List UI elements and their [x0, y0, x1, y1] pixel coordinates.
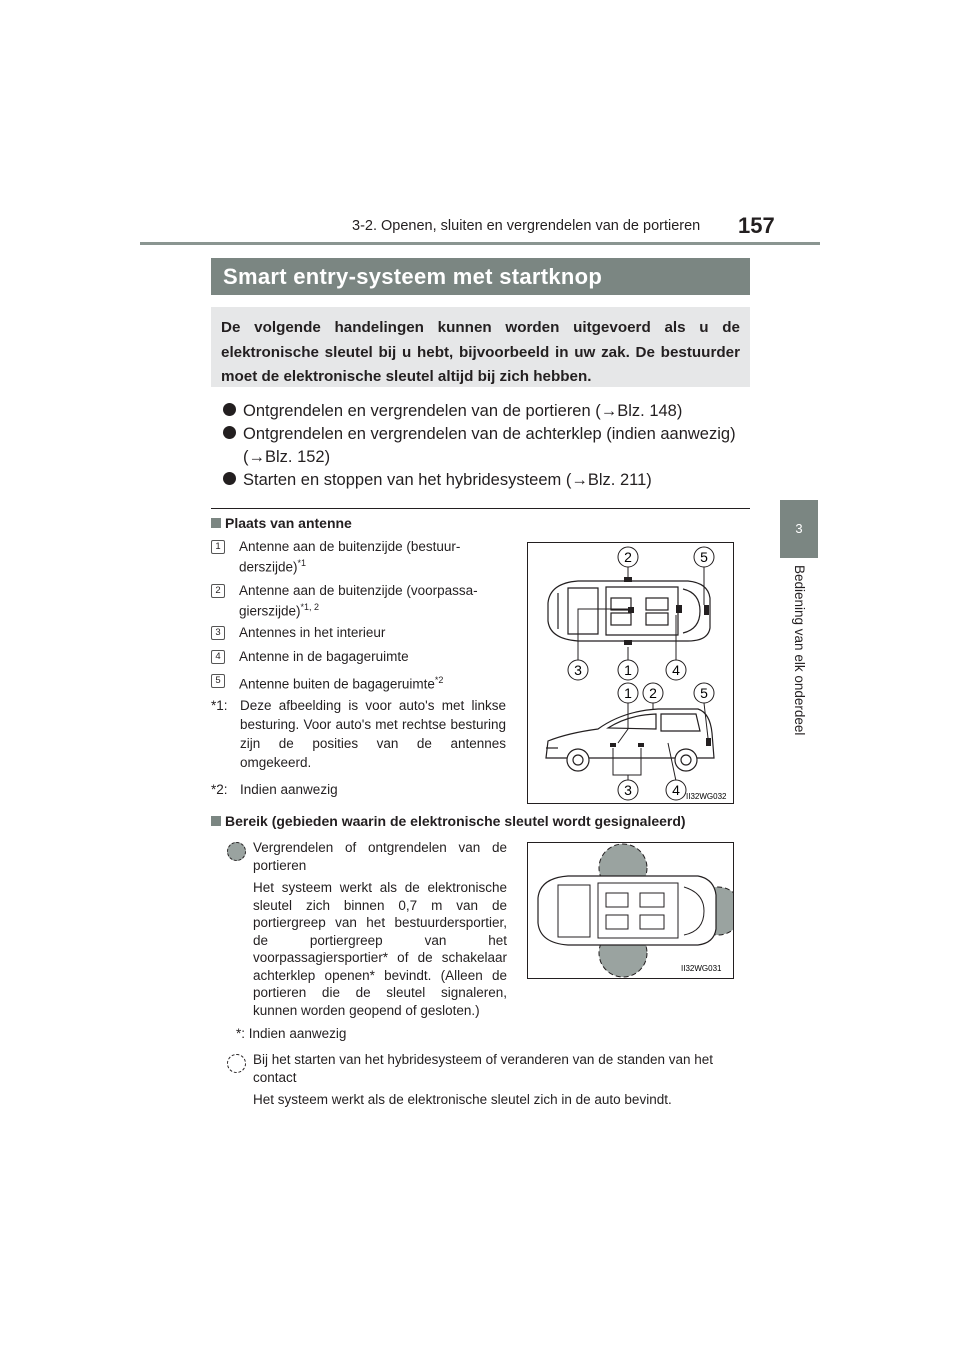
- callout-label: 1: [624, 662, 632, 678]
- antenna-mark: [706, 738, 711, 746]
- square-bullet-icon: [211, 816, 221, 826]
- antenna-mark: [624, 640, 632, 645]
- callout-label: 3: [624, 782, 632, 798]
- item-text: derszijde): [239, 559, 298, 575]
- footnote-text: Indien aanwezig: [240, 782, 338, 797]
- chapter-tab: 3: [780, 500, 818, 558]
- cabin-range-icon: [227, 1054, 246, 1073]
- bullet-text: Ontgrendelen en vergrendelen van de portieren (→Blz. 148): [243, 402, 683, 420]
- bullet-text: Ontgrendelen en vergrendelen van de achterklep (indien aanwezig): [243, 425, 736, 443]
- footnote-marker: *1:: [211, 698, 228, 713]
- square-bullet-icon: [211, 518, 221, 528]
- subheading-text: Bereik (gebieden waarin de elektronische sleutel wordt gesignaleerd): [225, 813, 686, 829]
- bullet-icon: [223, 403, 236, 416]
- callout-label: 4: [672, 782, 680, 798]
- bullet-text: Starten en stoppen van het hybridesysteem (→Blz. 211): [243, 471, 652, 489]
- footnote-text: Indien aanwezig: [248, 1026, 347, 1041]
- antenna-item-3: [211, 624, 506, 641]
- antenna-mark: [628, 607, 634, 613]
- figure-code: II32WG032: [686, 792, 727, 801]
- car-diagram-svg: [528, 543, 733, 803]
- antenna-mark: [676, 605, 682, 613]
- intro-box: De volgende handelingen kunnen worden uitgevoerd als u de elektronische sleutel bij u hebt, bijvoorbeeld in uw zak. De bestuurder moet de elektronische sleutel altijd bij zich hebben.: [211, 307, 750, 387]
- header-rule: [140, 242, 820, 245]
- antenna-mark: [704, 605, 709, 615]
- footnote-ref: *1, 2: [300, 602, 320, 612]
- callout-label: 2: [649, 685, 657, 701]
- callout-label: 1: [624, 685, 632, 701]
- entry-text: Het systeem werkt als de elektronische sleutel zich binnen 0,7 m van de portiergreep van het bestuurdersportier, de portiergreep van het voorpassagiersportier* of de schakelaar achterklep openen* bevindt. (Alleen de portieren die de sleutel signaleren, kunnen worden geopend of gesloten.): [253, 880, 507, 1018]
- separator: [211, 508, 750, 509]
- bullet-icon: [223, 472, 236, 485]
- number-icon: 5: [211, 674, 225, 688]
- item-text: Antennes in het interieur: [239, 625, 386, 640]
- subheading-antenna: [211, 515, 352, 531]
- antenna-item-4: [211, 648, 506, 665]
- number-icon: 4: [211, 650, 225, 664]
- car-top-view: [538, 876, 716, 945]
- footnote-marker: *2:: [211, 782, 228, 797]
- section-banner: Smart entry-systeem met startknop: [211, 258, 750, 295]
- footnote-ref: *1: [297, 558, 307, 568]
- callout-label: 5: [700, 685, 708, 701]
- bullet-item: [223, 471, 652, 490]
- number-icon: 2: [211, 584, 225, 598]
- entry-text: Het systeem werkt als de elektronische sleutel zich in de auto bevindt.: [253, 1092, 672, 1107]
- footnote-text: Deze afbeelding is voor auto's met linkse besturing. Voor auto's met rechtse besturing zijn de posities van de antennes omgekeerd.: [240, 698, 506, 770]
- subheading-text: Plaats van antenne: [225, 515, 352, 531]
- antenna-mark: [638, 743, 644, 747]
- item-text: Antenne aan de buitenzijde (voorpassa-: [239, 583, 478, 598]
- item-text: Antenne buiten de bagageruimte: [239, 676, 435, 692]
- chapter-title: [791, 565, 811, 760]
- section-title: 3-2. Openen, sluiten en vergrendelen van de portieren: [352, 218, 701, 234]
- antenna-item-5: [211, 672, 506, 693]
- callouts-top: [568, 547, 714, 680]
- footnote-marker: *:: [236, 1026, 246, 1041]
- callout-label: 4: [672, 662, 680, 678]
- callout-label: 5: [700, 549, 708, 565]
- antenna-location-figure: [527, 542, 734, 804]
- antenna-mark: [624, 577, 632, 582]
- number-icon: 3: [211, 626, 225, 640]
- page-number: 157: [738, 213, 775, 238]
- footnote-2: [211, 780, 506, 799]
- range-area-icon: [227, 842, 246, 861]
- footnote-ref: *2: [434, 675, 444, 685]
- antenna-mark: [610, 743, 616, 747]
- subheading-range: [211, 813, 686, 829]
- antenna-item-1: [211, 538, 506, 576]
- car-range-svg: [528, 843, 733, 978]
- range-entry-2: [227, 1051, 749, 1109]
- item-text: Antenne in de bagageruimte: [239, 649, 409, 664]
- item-text: Antenne aan de buitenzijde (bestuur-: [239, 539, 461, 554]
- detection-range-figure: [527, 842, 734, 979]
- callout-label: 2: [624, 549, 632, 565]
- callout-label: 3: [574, 662, 582, 678]
- number-icon: 1: [211, 540, 225, 554]
- car-side-view: [546, 709, 714, 771]
- entry-title: Vergrendelen of ontgrendelen van de portieren: [253, 840, 507, 873]
- bullet-item: [223, 402, 682, 421]
- bullet-continuation: (→Blz. 152): [243, 448, 331, 466]
- bullet-icon: [223, 426, 236, 439]
- item-text: gierszijde): [239, 603, 301, 619]
- footnote-1: [211, 696, 506, 772]
- range-entry-1: [227, 839, 507, 1019]
- entry-title: Bij het starten van het hybridesysteem of veranderen van de standen van het contact: [253, 1052, 714, 1085]
- antenna-item-2: [211, 582, 506, 620]
- range-footnote: [236, 1025, 346, 1043]
- bullet-item: [223, 425, 736, 444]
- chapter-title-text: Bediening van elk onderdeel: [792, 565, 807, 736]
- figure-code: II32WG031: [681, 964, 722, 973]
